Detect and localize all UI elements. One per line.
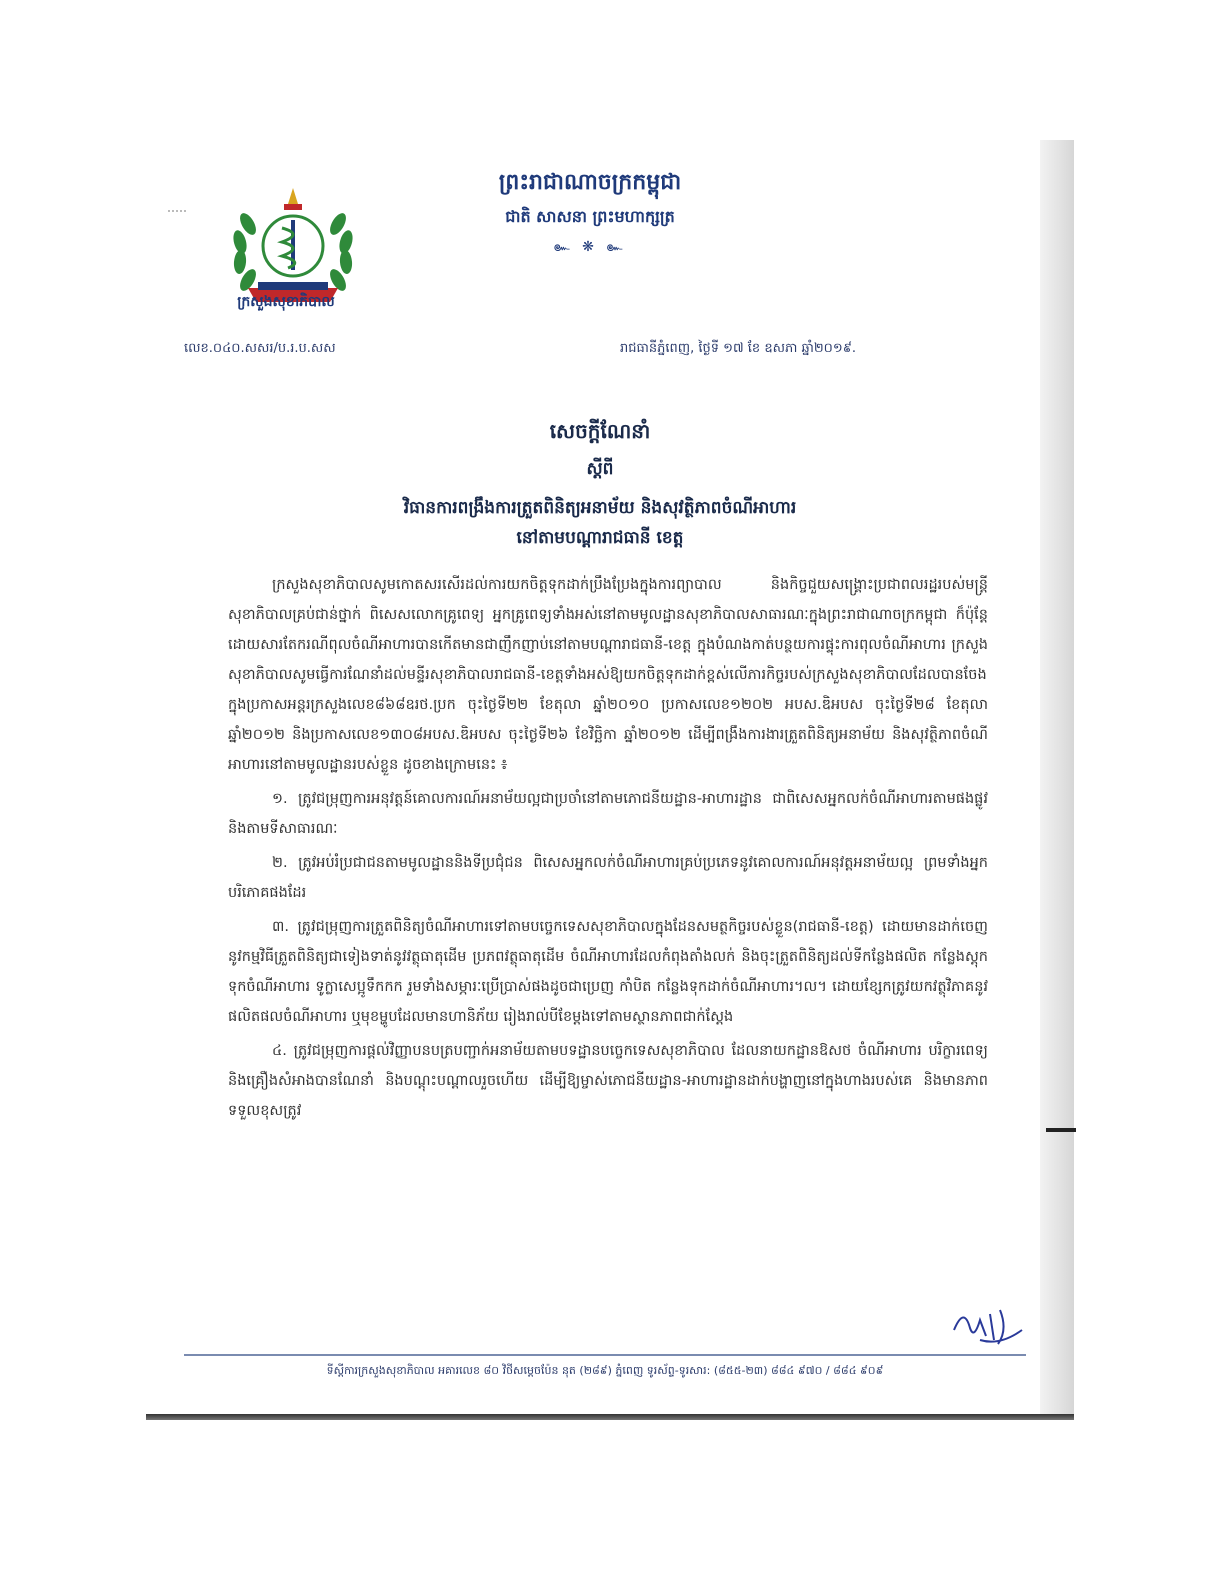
- document-subject-line1: វិធានការពង្រឹងការត្រួតពិនិត្យអនាម័យ និងសុវត្ថិភាពចំណីអាហារ: [403, 498, 797, 518]
- scan-dust: [168, 210, 186, 216]
- kingdom-name: ព្រះរាជាណាចក្រកម្ពុជា: [498, 170, 682, 195]
- instruction-item-4: ៤. ត្រូវជម្រុញការផ្តល់វិញ្ញាបនបត្របញ្ជាក់អនាម័យតាមបទដ្ឋានបច្ចេកទេសសុខាភិបាល ដែលនាយកដ្ឋានឱសថ ចំណីអាហារ បរិក្ខារពេទ្យ និងគ្រឿងសំអាងបានណែនាំ និងបណ្តុះបណ្តាលរួចហើយ ដើម្បីឱ្យម្ចាស់ភោជនីយដ្ឋាន-អាហារដ្ឋានដាក់បង្ហាញនៅក្នុងហាងរបស់គេ និងមានភាពទទួលខុសត្រូវ: [228, 1043, 988, 1119]
- scan-edge-mark: [1046, 1128, 1076, 1132]
- kingdom-header: [420, 168, 760, 258]
- instruction-item-2: ២. ត្រូវអប់រំប្រជាជនតាមមូលដ្ឋាននិងទីប្រជុំជន ពិសេសអ្នកលក់ចំណីអាហារគ្រប់ប្រភេទនូវគោលការណ៍អនុវត្តអនាម័យល្អ ព្រមទាំងអ្នកបរិភោគផងដែរ: [228, 855, 988, 901]
- instruction-item-3: ៣. ត្រូវជម្រុញការត្រួតពិនិត្យចំណីអាហារទៅតាមបច្ចេកទេសសុខាភិបាលក្នុងដែនសមត្ថកិច្ចរបស់ខ្លួន(រាជធានី-ខេត្ត) ដោយមានដាក់ចេញនូវកម្មវិធីត្រួតពិនិត្យជាទៀងទាត់នូវវត្ថុធាតុដើម ប្រភពវត្ថុធាតុដើម ចំណីអាហារដែលកំពុងតាំងលក់ និងចុះត្រួតពិនិត្យដល់ទីកន្លែងផលិត កន្លែងស្តុកទុកចំណីអាហារ ទូក្លាសេប្អូទឹកកក រួមទាំងសម្ភារៈប្រើប្រាស់ផងដូចជាប្រេញ កាំបិត កន្លែងទុកដាក់ចំណីអាហារ។ល។ ដោយខ្សែកត្រូវយកវត្ថុវិភាគនូវផលិតផលចំណីអាហារ ឬមុខម្ហូបដែលមានហានិភ័យ រៀងរាល់បីខែម្តងទៅតាមស្ថានភាពជាក់ស្តែង: [228, 919, 988, 1025]
- title-block: [180, 418, 1020, 553]
- document-about: ស្តីពី: [586, 459, 614, 479]
- national-motto: ជាតិ សាសនា ព្រះមហាក្សត្រ: [505, 207, 675, 226]
- document-body: [228, 570, 988, 1130]
- footer-address: ទីស្តីការក្រសួងសុខាភិបាល អគារលេខ ៨០ វិថីសម្តេចប៉ែន នុត (២៨៩) ភ្នំពេញ ទូរស័ព្ទ-ទូរសារ: (៨៥៥-២៣) ៨៨៤ ៩៧០ / ៨៨៤ ៩០៩: [326, 1364, 884, 1377]
- document-title: សេចក្តីណែនាំ: [549, 419, 651, 443]
- intro-paragraph: ក្រសួងសុខាភិបាលសូមកោតសរសើរដល់ការយកចិត្តទុកដាក់ប្រឹងប្រែងក្នុងការព្យាបាល និងកិច្ចជួយសង្គ្រោះប្រជាពលរដ្ឋរបស់មន្ត្រីសុខាភិបាលគ្រប់ជាន់ថ្នាក់ ពិសេសលោកគ្រូពេទ្យ អ្នកគ្រូពេទ្យទាំងអស់នៅតាមមូលដ្ឋានសុខាភិបាលសាធារណៈក្នុងព្រះរាជាណាចក្រកម្ពុជា ក៏ប៉ុន្តែដោយសារតែករណីពុលចំណីអាហារបានកើតមានជាញឹកញាប់នៅតាមបណ្តារាជធានី-ខេត្ត ក្នុងបំណងកាត់បន្ថយការផ្ទុះការពុលចំណីអាហារ ក្រសួងសុខាភិបាលសូមធ្វើការណែនាំដល់មន្ទីរសុខាភិបាលរាជធានី-ខេត្តទាំងអស់ឱ្យយកចិត្តទុកដាក់ខ្ពស់លើភារកិច្ចរបស់ក្រសួងសុខាភិបាលដែលបានចែងក្នុងប្រកាសអន្តរក្រសួងលេខ៨៦៨ឧរថ.ប្រក ចុះថ្ងៃទី២២ ខែតុលា ឆ្នាំ២០១០ ប្រកាសលេខ១២០២ អបស.ឌិអបស ចុះថ្ងៃទី២៨ ខែតុលា ឆ្នាំ២០១២ និងប្រកាសលេខ១៣០៨អបស.ឌិអបស ចុះថ្ងៃទី២៦ ខែវិច្ឆិកា ឆ្នាំ២០១២ ដើម្បីពង្រឹងការងារត្រួតពិនិត្យអនាម័យ និងសុវត្ថិភាពចំណីអាហារនៅតាមមូលដ្ឋានរបស់ខ្លួន ដូចខាងក្រោមនេះ ៖: [228, 577, 988, 773]
- ministry-name: ក្រសួងសុខាភិបាល: [237, 294, 335, 310]
- scan-edge-right: [1040, 140, 1074, 1420]
- footer-divider: [184, 1354, 1026, 1356]
- instruction-item-1: ១. ត្រូវជម្រុញការអនុវត្តន៍គោលការណ៍អនាម័យល្អជាប្រចាំនៅតាមភោជនីយដ្ឋាន-អាហារដ្ឋាន ជាពិសេសអ្នកលក់ចំណីអាហារតាមផងផ្លូវ និងតាមទីសាធារណៈ: [228, 791, 988, 837]
- ornament-divider: ๛ ❋ ๛: [553, 239, 627, 255]
- scan-edge-bottom: [146, 1414, 1074, 1420]
- document-date: រាជធានីភ្នំពេញ, ថ្ងៃទី ១៧ ខែ ឧសភា ឆ្នាំ២០១៩.: [620, 341, 857, 356]
- initials-signature-icon: [950, 1300, 1030, 1350]
- document-subject-line2: នៅតាមបណ្តារាជធានី ខេត្ត: [516, 528, 684, 548]
- reference-number: លេខ.០៤០.សសរ/ប.រ.ប.សស: [184, 341, 336, 356]
